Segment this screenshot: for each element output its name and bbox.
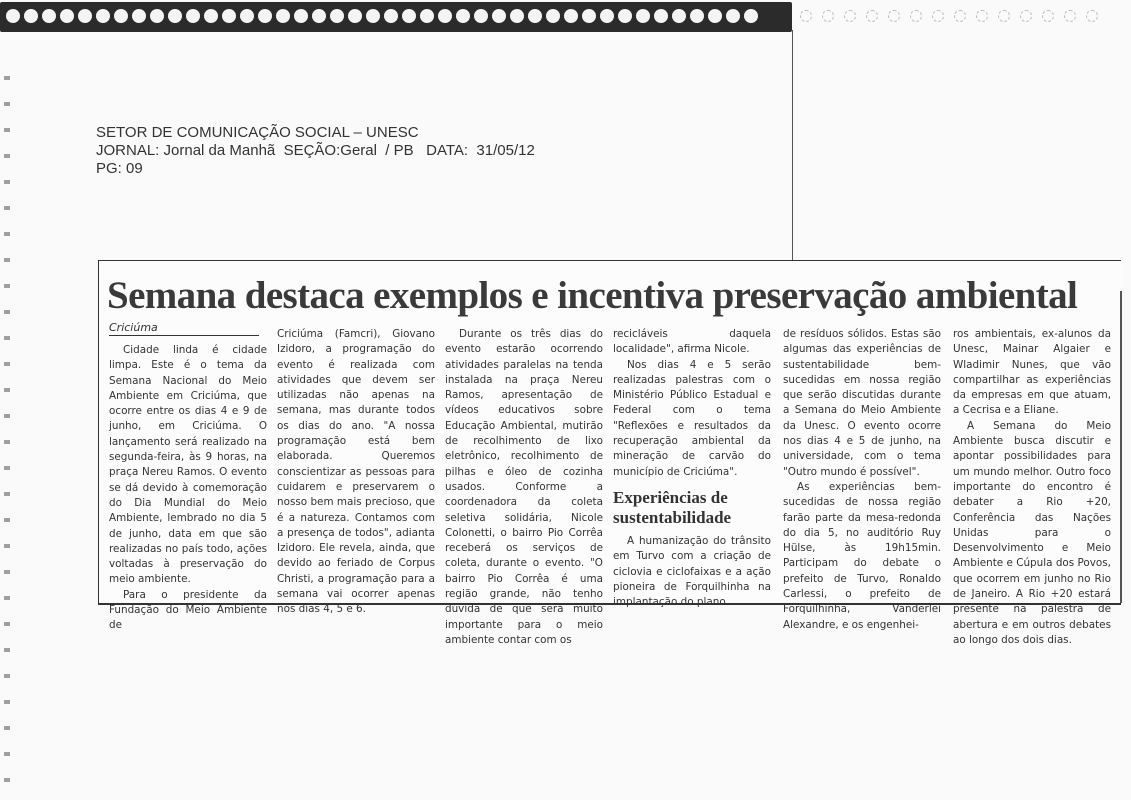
header-department: SETOR DE COMUNICAÇÃO SOCIAL – UNESC (96, 124, 419, 141)
perforation-hole (366, 9, 380, 23)
perforation-hole (690, 9, 704, 23)
perforation-hole (888, 10, 900, 22)
paragraph: As experiências bem-sucedidas de nossa região farão parte da mesa-redonda do dia 5, no auditório Ruy Hülse, às 19h15min. Participam do debate o prefeito de Turvo, Ronaldo Carlessi, o prefeito de Forquilhinha, Vanderlei Alexandre, e os engenhei- (783, 480, 941, 631)
perforation-hole (1020, 10, 1032, 22)
perforation-hole (348, 9, 362, 23)
article-column-5 (783, 327, 941, 633)
perforation-holes (6, 9, 792, 23)
perforation-hole (132, 9, 146, 23)
perforation-hole (258, 9, 272, 23)
perforation-hole (222, 9, 236, 23)
perforation-hole (420, 9, 434, 23)
paragraph: ros ambientais, ex-alunos da Unesc, Mainar Algaier e Wladimir Nunes, que vão compartilhar as experiências da empresas em que atuam, a Cecrisa e a Eliane. (953, 328, 1111, 417)
perforation-hole (726, 9, 740, 23)
perforation-hole (240, 9, 254, 23)
paragraph: Durante os três dias do evento estarão ocorrendo atividades paralelas na tenda instalada na praça Nereu Ramos, apresentação de vídeos educativos sobre Educação Ambiental, mutirão de recolhimento de lixo eletrônico, recolhimento de pilhas e óleo de cozinha usados. Conforme a coordenadora da coleta seletiva solidária, Nicole Colonetti, o bairro Pio Corrêa receberá os serviços de coleta, durante o evento. "O bairro Pio Corrêa é uma região grande, não tenho dúvida de que será muito importante para o meio ambiente contar com os (445, 328, 603, 646)
paragraph: Criciúma (Famcri), Giovano Izidoro, a programação do evento é realizada com atividades que devem ser utilizadas não apenas na semana, mas durante todos os dias do ano. "A nossa programação está bem elaborada. Queremos conscientizar as pessoas para cuidarem e preservarem o nosso bem mais precioso, que é a natureza. Contamos com a presença de todos", adianta Izidoro. Ele revela, ainda, que devido ao feriado de Corpus Christi, a programação para a semana vai ocorrer apenas nos dias 4, 5 e 6. (277, 328, 435, 616)
perforation-hole (168, 9, 182, 23)
perforation-hole (954, 10, 966, 22)
header-newspaper-section-date: JORNAL: Jornal da Manhã SEÇÃO:Geral / PB DATA: 31/05/12 (96, 142, 535, 159)
perforation-hole (546, 9, 560, 23)
left-margin-perforation (4, 60, 10, 800)
article-column-3 (445, 327, 603, 648)
perforation-hole (438, 9, 452, 23)
perforation-hole (330, 9, 344, 23)
paragraph: Para o presidente da Fundação do Meio Ambiente de (109, 588, 267, 632)
perforation-hole (866, 10, 878, 22)
perforation-hole (186, 9, 200, 23)
perforation-hole (932, 10, 944, 22)
article-section-label: Criciúma (109, 321, 259, 336)
perforation-hole (96, 9, 110, 23)
article-column-4 (613, 327, 771, 610)
perforation-hole (78, 9, 92, 23)
perforation-hole (60, 9, 74, 23)
perforation-hole (474, 9, 488, 23)
perforation-hole (998, 10, 1010, 22)
perforation-hole (744, 9, 758, 23)
article-subheading: Experiências de sustentabilidade (613, 487, 732, 527)
perforation-hole (600, 9, 614, 23)
clipping-right-edge (1120, 291, 1122, 603)
paragraph: recicláveis daquela localidade", afirma Nicole. (613, 328, 771, 356)
perforation-hole (150, 9, 164, 23)
article-headline: Semana destaca exemplos e incentiva preservação ambiental (107, 274, 1078, 317)
perforation-hole (402, 9, 416, 23)
perforation-hole (42, 9, 56, 23)
perforation-hole (312, 9, 326, 23)
perforation-hole (6, 9, 20, 23)
perforation-hole (564, 9, 578, 23)
perforation-hole (654, 9, 668, 23)
perforation-hole (636, 9, 650, 23)
perforation-hole (510, 9, 524, 23)
perforation-hole (294, 9, 308, 23)
perforation-hole (708, 9, 722, 23)
paragraph: A Semana do Meio Ambiente busca discutir e apontar possibilidades para um mundo melhor. Outro foco importante do encontro é debater a Rio +20, Conferência das Nações Unidas para o Desenvolvimento e Meio Ambiente e Cúpula dos Povos, que ocorrem em junho no Rio de Janeiro. A Rio +20 estará presente na palestra de abertura e em outros debates ao longo dos dois dias. (953, 419, 1111, 646)
perforation-hole (528, 9, 542, 23)
perforation-hole (618, 9, 632, 23)
paragraph: Cidade linda é cidade limpa. Este é o tema da Semana Nacional do Meio Ambiente em Criciúma, que ocorre entre os dias 4 e 9 de junho, em Criciúma. O lançamento será realizado na segunda-feira, às 9 horas, na praça Nereu Ramos. O evento se dá devido à comemoração do Dia Mundial do Meio Ambiente, lembrado no dia 5 de junho, data em que são realizadas no país todo, ações voltadas à preservação do meio ambiente. (109, 344, 267, 586)
sheet-edge-line (792, 30, 793, 270)
perforation-hole (456, 9, 470, 23)
perforation-hole (910, 10, 922, 22)
perforation-hole (492, 9, 506, 23)
article-column-2 (277, 327, 435, 618)
perforation-hole (1042, 10, 1054, 22)
perforation-hole (1086, 10, 1098, 22)
perforation-hole (844, 10, 856, 22)
article-column-6 (953, 327, 1111, 648)
article-column-1 (109, 327, 267, 634)
perforation-hole (672, 9, 686, 23)
faint-perforation-holes (800, 10, 1098, 22)
perforation-hole (582, 9, 596, 23)
clipping-header (96, 124, 535, 178)
perforation-hole (976, 10, 988, 22)
header-page: PG: 09 (96, 160, 143, 177)
perforated-paper-edge (0, 2, 792, 32)
perforation-hole (204, 9, 218, 23)
perforation-hole (24, 9, 38, 23)
perforation-hole (1064, 10, 1076, 22)
paragraph: A humanização do trânsito em Turvo com a criação de ciclovia e ciclofaixas e a ação pioneira de Forquilhinha na implantação do plano (613, 534, 771, 609)
paragraph: Nos dias 4 e 5 serão realizadas palestras com o Ministério Público Estadual e Federal com o tema "Reflexões e resultados da recuperação ambiental da mineração de carvão do município de Criciúma". (613, 358, 771, 478)
perforation-hole (800, 10, 812, 22)
perforation-hole (822, 10, 834, 22)
perforation-hole (384, 9, 398, 23)
perforation-hole (276, 9, 290, 23)
paragraph: de resíduos sólidos. Estas são algumas das experiências de sustentabilidade bem-sucedidas em nossa região que serão discutidas durante a Semana do Meio Ambiente da Unesc. O evento ocorre nos dias 4 e 5 de junho, na universidade, com o tema "Outro mundo é possível". (783, 328, 941, 478)
perforation-hole (114, 9, 128, 23)
newspaper-clipping (98, 260, 1121, 646)
